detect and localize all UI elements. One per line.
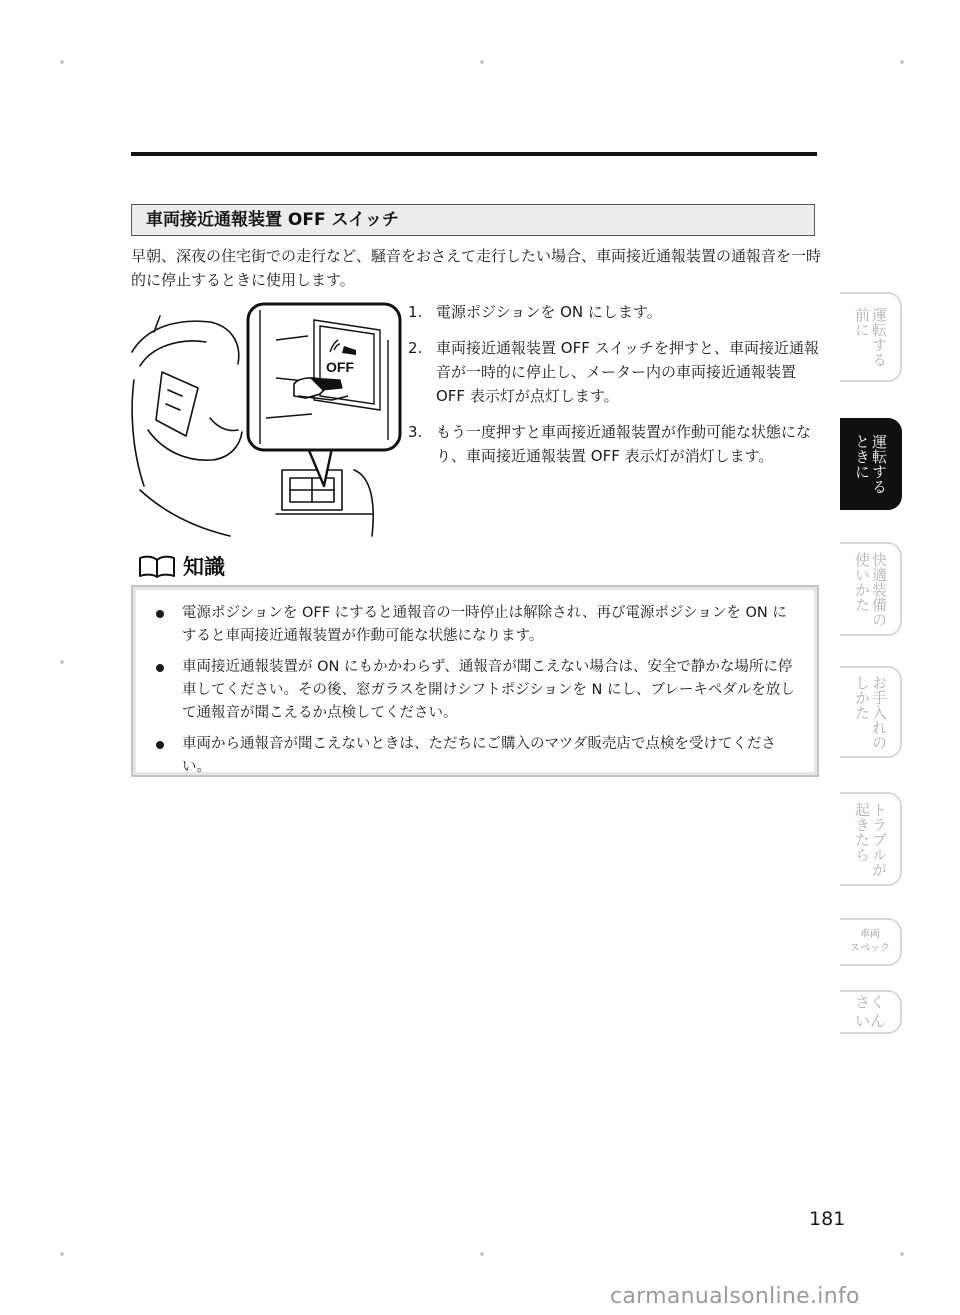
step-number: 2. xyxy=(408,339,423,357)
header-rule xyxy=(131,152,817,156)
crop-mark xyxy=(480,1252,484,1256)
tab-label: トラブルが 起きたら xyxy=(853,801,888,877)
tab-label: お手入れの しかた xyxy=(853,674,888,750)
open-book-icon xyxy=(137,554,177,578)
tab-while-driving[interactable] xyxy=(840,418,902,510)
instruction-steps xyxy=(408,300,822,480)
step-text: もう一度押すと車両接近通報装置が作動可能な状態になり、車両接近通報装置 OFF 表示灯が消灯します。 xyxy=(436,423,812,465)
crop-mark xyxy=(480,60,484,64)
step-item xyxy=(408,300,822,324)
knowledge-title: 知識 xyxy=(183,555,225,579)
page-number: 181 xyxy=(809,1208,846,1230)
tab-label: 運転する 前に xyxy=(853,307,888,367)
section-title: 車両接近通報装置 OFF スイッチ xyxy=(131,204,815,236)
switch-illustration xyxy=(126,300,404,540)
bullet-icon xyxy=(156,664,164,672)
step-number: 3. xyxy=(408,423,423,441)
tab-label: 運転する ときに xyxy=(853,434,888,494)
tab-label: 快適装備の 使いかた xyxy=(853,551,888,627)
tab-label: 車両 スペック xyxy=(850,929,890,954)
bullet-icon xyxy=(156,741,164,749)
tab-vehicle-specs[interactable] xyxy=(840,918,902,966)
knowledge-box xyxy=(131,585,819,777)
intro-paragraph: 早朝、深夜の住宅街での走行など、騒音をおさえて走行したい場合、車両接近通報装置の通報音を一時的に停止するときに使用します。 xyxy=(131,247,822,289)
step-item xyxy=(408,336,822,408)
crop-mark xyxy=(60,1252,64,1256)
step-number: 1. xyxy=(408,303,423,321)
crop-mark xyxy=(60,60,64,64)
knowledge-content xyxy=(136,590,814,775)
crop-mark xyxy=(60,660,64,664)
knowledge-item xyxy=(156,602,798,648)
knowledge-text: 車両から通報音が聞こえないときは、ただちにご購入のマツダ販売店で点検を受けてください。 xyxy=(182,736,776,775)
step-item xyxy=(408,420,822,468)
tab-troubleshooting[interactable] xyxy=(840,792,902,886)
crop-mark xyxy=(900,1252,904,1256)
switch-off-label: OFF xyxy=(326,359,354,375)
bullet-icon xyxy=(156,610,164,618)
tab-before-driving[interactable] xyxy=(840,292,902,382)
step-text: 電源ポジションを ON にします。 xyxy=(436,303,662,321)
tab-label: さく いん xyxy=(854,993,885,1030)
knowledge-text: 電源ポジションを OFF にすると通報音の一時停止は解除され、再び電源ポジションを ON にすると車両接近通報装置が作動可能な状態になります。 xyxy=(182,605,787,644)
tab-comfort-features[interactable] xyxy=(840,542,902,636)
step-text: 車両接近通報装置 OFF スイッチを押すと、車両接近通報音が一時的に停止し、メーター内の車両接近通報装置 OFF 表示灯が点灯します。 xyxy=(436,339,820,405)
tab-maintenance[interactable] xyxy=(840,666,902,758)
knowledge-header xyxy=(137,552,225,580)
tab-index[interactable] xyxy=(840,990,902,1034)
knowledge-item xyxy=(156,656,798,725)
watermark: carmanualsonline.info xyxy=(610,1284,860,1309)
crop-mark xyxy=(900,60,904,64)
knowledge-list xyxy=(156,602,798,779)
knowledge-item xyxy=(156,733,798,779)
knowledge-text: 車両接近通報装置が ON にもかかわらず、通報音が聞こえない場合は、安全で静かな場所に停車してください。その後、窓ガラスを開けシフトポジションを N にし、ブレーキペダルを放して通報音が聞こえるか点検してください。 xyxy=(182,659,795,721)
